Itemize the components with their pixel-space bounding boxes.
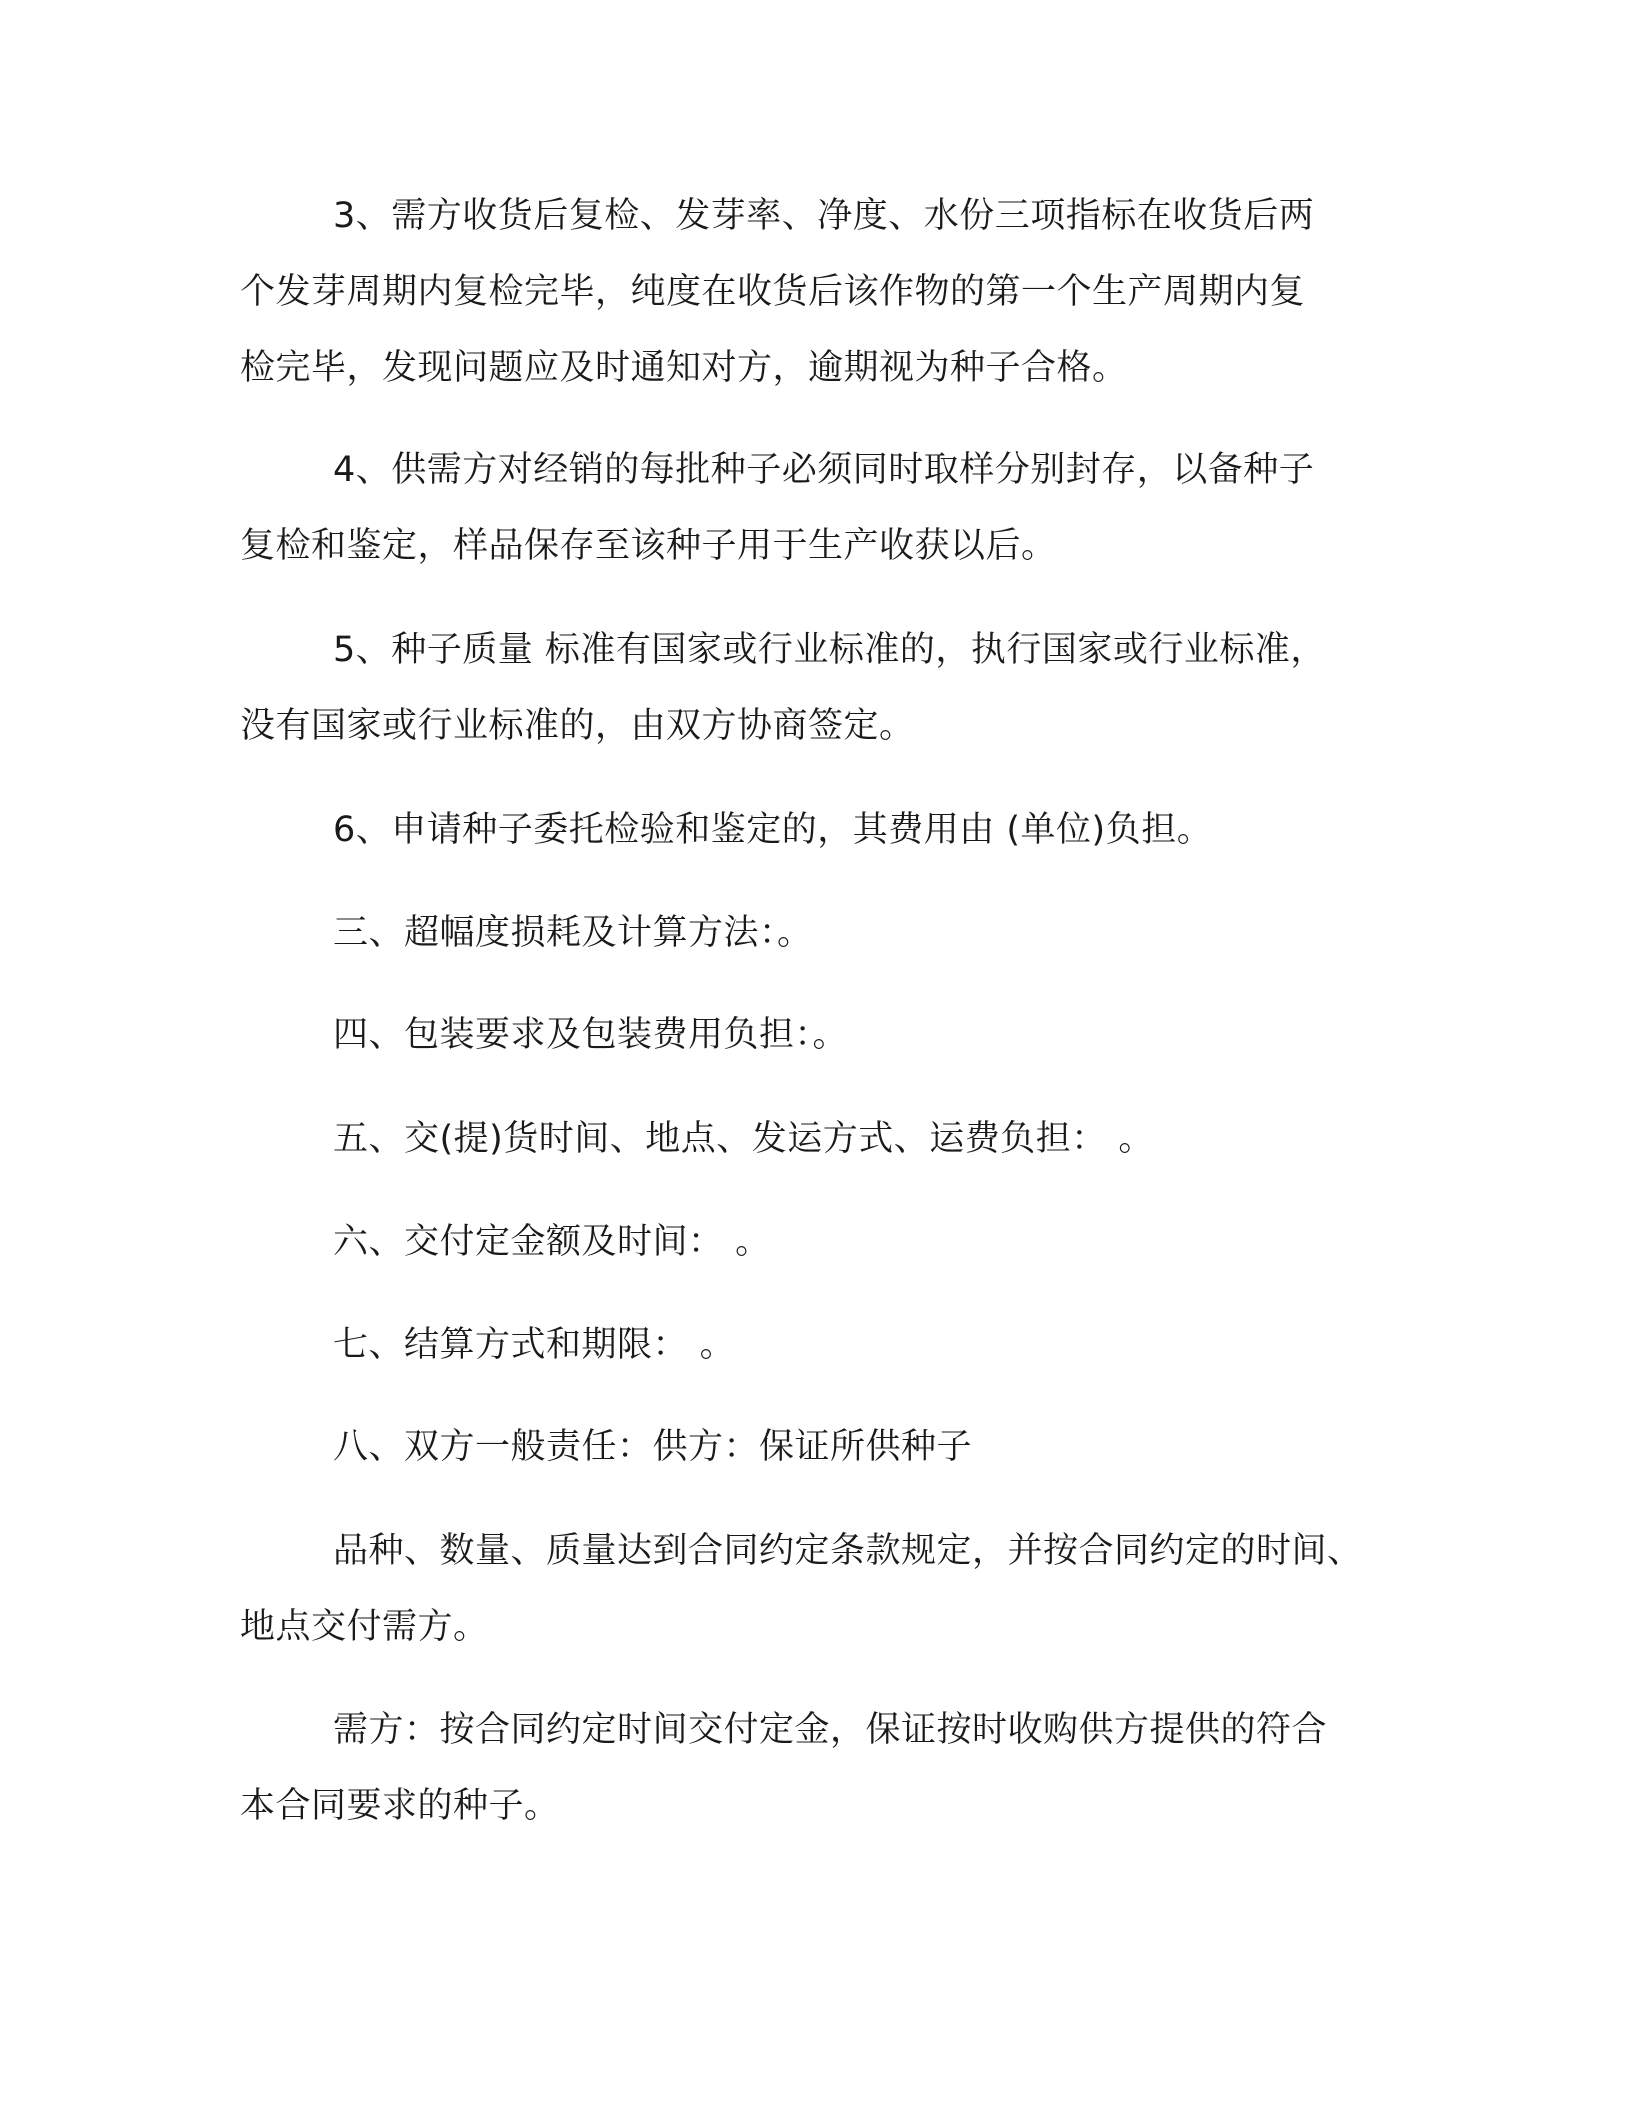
clause-6: 6、申请种子委托检验和鉴定的，其费用由 (单位)负担。 (333, 810, 1213, 850)
clause-3-line-2: 个发芽周期内复检完毕，纯度在收货后该作物的第一个生产周期内复 (240, 272, 1306, 312)
supplier-duty-line-1: 品种、数量、质量达到合同约定条款规定，并按合同约定的时间、 (333, 1531, 1363, 1571)
section-8-responsibilities: 八、双方一般责任：供方：保证所供种子 (333, 1427, 973, 1467)
section-6-deposit: 六、交付定金额及时间： 。 (333, 1222, 771, 1262)
buyer-duty-line-1: 需方：按合同约定时间交付定金，保证按时收购供方提供的符合 (333, 1710, 1328, 1750)
clause-3-line-3: 检完毕，发现问题应及时通知对方，逾期视为种子合格。 (240, 348, 1128, 388)
clause-5-line-2: 没有国家或行业标准的，由双方协商签定。 (240, 706, 915, 746)
buyer-duty-line-2: 本合同要求的种子。 (240, 1786, 560, 1826)
clause-4-line-2: 复检和鉴定，样品保存至该种子用于生产收获以后。 (240, 526, 1057, 566)
section-7-settlement: 七、结算方式和期限： 。 (333, 1325, 736, 1365)
clause-5-line-1: 5、种子质量 标准有国家或行业标准的，执行国家或行业标准， (333, 630, 1326, 670)
section-4-packaging: 四、包装要求及包装费用负担：。 (333, 1015, 849, 1055)
supplier-duty-line-2: 地点交付需方。 (240, 1607, 489, 1647)
clause-3-line-1: 3、需方收货后复检、发芽率、净度、水份三项指标在收货后两 (333, 196, 1315, 236)
section-3-loss: 三、超幅度损耗及计算方法：。 (333, 913, 813, 953)
clause-4-line-1: 4、供需方对经销的每批种子必须同时取样分别封存，以备种子 (333, 450, 1315, 490)
section-5-delivery: 五、交(提)货时间、地点、发运方式、运费负担： 。 (333, 1119, 1154, 1159)
